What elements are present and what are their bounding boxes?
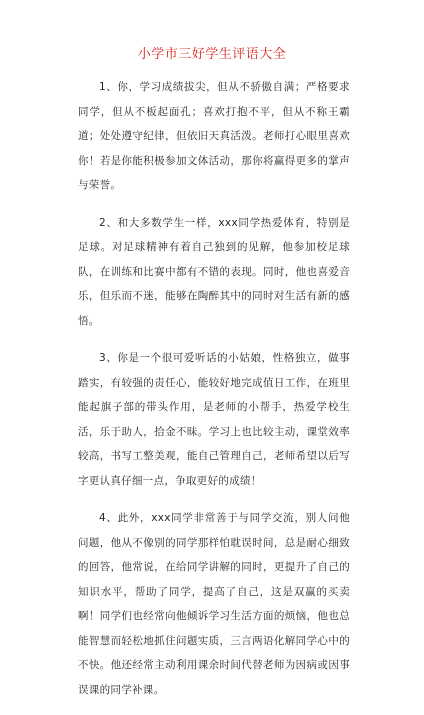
document-title: 小学市三好学生评语大全	[137, 47, 287, 62]
paragraph-4: 4、此外，xxx同学非常善于与同学交流，别人问他问题，他从不像别的同学那样怕耽误时间，总是耐心细致的回答，他常说，在给同学讲解的同时，更提升了自己的知识水平，帮助了同学，提高了自己，这是双赢的买卖啊！同学们也经常向他倾诉学习生活方面的烦恼，他也总能智慧而轻松地抓住问题实质，三言两语化解同学心中的不快。他还经常主动利用课余时间代替老师为因病或因事误课的同学补课。	[78, 512, 350, 696]
paragraph-3: 3、你是一个很可爱听话的小姑娘，性格独立，做事踏实，有较强的责任心，能较好地完成值日工作，在班里能起旗子部的带头作用，是老师的小帮手，热爱学校生活，乐于助人，拾金不昧。学习上也比较主动，课堂效率较高，书写工整美观，能自己管理自己，老师希望以后写字更认真仔细一点，争取更好的成绩！	[78, 352, 350, 487]
document-body	[78, 75, 350, 715]
paragraph-2: 2、和大多数学生一样，xxx同学热爱体育，特别是足球。对足球精神有着自己独到的见解，他参加校足球队，在训练和比赛中都有不错的表现。同时，他也喜爱音乐，但乐而不迷，能够在陶醉其中的同时对生活有新的感悟。	[78, 216, 350, 327]
paragraph-1: 1、你，学习成绩拔尖，但从不骄傲自满；严格要求同学，但从不板起面孔；喜欢打抱不平，但从不称王霸道；处处遵守纪律，但依旧天真活泼。老师打心眼里喜欢你！若是你能积极参加文体活动，那你将赢得更多的掌声与荣誉。	[78, 81, 350, 191]
